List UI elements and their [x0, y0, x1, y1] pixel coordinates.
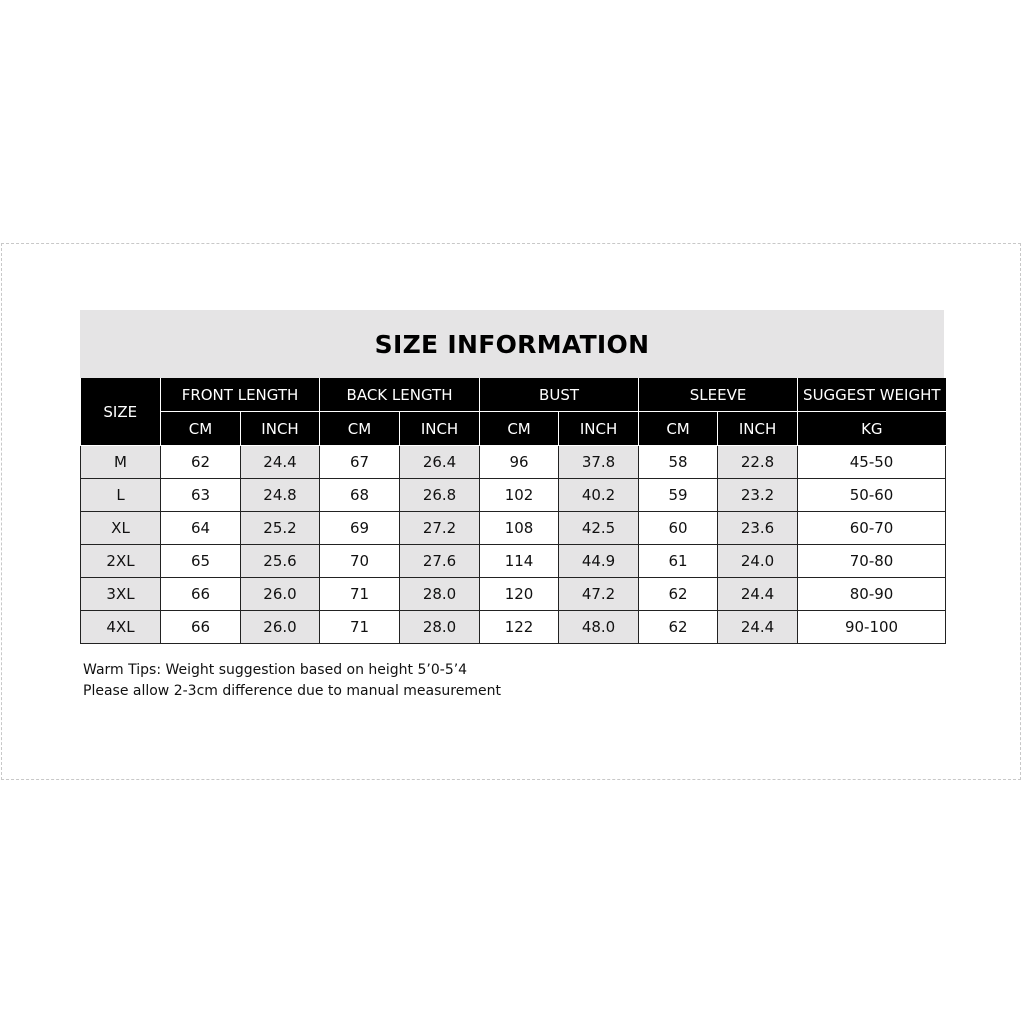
unit-header-inch: INCH: [241, 412, 320, 446]
table-row: [81, 545, 946, 578]
size-cell: L: [81, 479, 161, 512]
cm-cell: 67: [320, 446, 400, 479]
table-row: [81, 512, 946, 545]
inch-cell: 25.2: [241, 512, 320, 545]
suggest-weight-header: SUGGEST WEIGHT: [798, 378, 946, 412]
page-title: SIZE INFORMATION: [374, 329, 650, 359]
inch-cell: 47.2: [559, 578, 639, 611]
unit-header-inch: INCH: [559, 412, 639, 446]
inch-cell: 27.2: [400, 512, 480, 545]
unit-header-inch: INCH: [400, 412, 480, 446]
table-row: [81, 611, 946, 644]
inch-cell: 26.8: [400, 479, 480, 512]
size-cell: 4XL: [81, 611, 161, 644]
cm-cell: 114: [480, 545, 559, 578]
inch-cell: 44.9: [559, 545, 639, 578]
weight-cell: 80-90: [798, 578, 946, 611]
cm-cell: 66: [161, 611, 241, 644]
inch-cell: 24.4: [241, 446, 320, 479]
unit-header-kg: KG: [798, 412, 946, 446]
inch-cell: 24.0: [718, 545, 798, 578]
size-table-body: [81, 446, 946, 644]
inch-cell: 26.0: [241, 578, 320, 611]
weight-cell: 70-80: [798, 545, 946, 578]
size-cell: 3XL: [81, 578, 161, 611]
cm-cell: 61: [639, 545, 718, 578]
table-row: [81, 446, 946, 479]
back-length-header: BACK LENGTH: [320, 378, 480, 412]
cm-cell: 58: [639, 446, 718, 479]
unit-header-cm: CM: [639, 412, 718, 446]
inch-cell: 23.2: [718, 479, 798, 512]
inch-cell: 37.8: [559, 446, 639, 479]
inch-cell: 22.8: [718, 446, 798, 479]
unit-header-cm: CM: [480, 412, 559, 446]
notes: [83, 660, 501, 702]
weight-cell: 45-50: [798, 446, 946, 479]
cm-cell: 65: [161, 545, 241, 578]
cm-cell: 70: [320, 545, 400, 578]
warm-tips-note: Warm Tips: Weight suggestion based on height 5’0-5’4: [83, 662, 468, 678]
inch-cell: 24.4: [718, 611, 798, 644]
size-table: [80, 378, 946, 644]
cm-cell: 71: [320, 578, 400, 611]
size-cell: 2XL: [81, 545, 161, 578]
cm-cell: 120: [480, 578, 559, 611]
unit-header-inch: INCH: [718, 412, 798, 446]
inch-cell: 25.6: [241, 545, 320, 578]
cm-cell: 96: [480, 446, 559, 479]
measurement-note: Please allow 2-3cm difference due to manual measurement: [83, 683, 501, 699]
cm-cell: 69: [320, 512, 400, 545]
inch-cell: 40.2: [559, 479, 639, 512]
title-bar: [80, 310, 944, 378]
cm-cell: 59: [639, 479, 718, 512]
cm-cell: 64: [161, 512, 241, 545]
weight-cell: 50-60: [798, 479, 946, 512]
inch-cell: 23.6: [718, 512, 798, 545]
inch-cell: 27.6: [400, 545, 480, 578]
cm-cell: 62: [639, 578, 718, 611]
bust-header: BUST: [480, 378, 639, 412]
sleeve-header: SLEEVE: [639, 378, 798, 412]
cm-cell: 71: [320, 611, 400, 644]
cm-cell: 66: [161, 578, 241, 611]
inch-cell: 28.0: [400, 578, 480, 611]
size-header: SIZE: [81, 378, 161, 446]
unit-header-cm: CM: [320, 412, 400, 446]
cm-cell: 122: [480, 611, 559, 644]
weight-cell: 60-70: [798, 512, 946, 545]
cm-cell: 108: [480, 512, 559, 545]
cm-cell: 102: [480, 479, 559, 512]
cm-cell: 63: [161, 479, 241, 512]
size-cell: XL: [81, 512, 161, 545]
size-cell: M: [81, 446, 161, 479]
inch-cell: 24.8: [241, 479, 320, 512]
inch-cell: 28.0: [400, 611, 480, 644]
cm-cell: 62: [161, 446, 241, 479]
inch-cell: 48.0: [559, 611, 639, 644]
table-row: [81, 578, 946, 611]
table-row: [81, 479, 946, 512]
header-row-groups: [81, 378, 946, 412]
inch-cell: 42.5: [559, 512, 639, 545]
inch-cell: 24.4: [718, 578, 798, 611]
unit-header-cm: CM: [161, 412, 241, 446]
header-row-units: [81, 412, 946, 446]
cm-cell: 68: [320, 479, 400, 512]
weight-cell: 90-100: [798, 611, 946, 644]
cm-cell: 62: [639, 611, 718, 644]
inch-cell: 26.0: [241, 611, 320, 644]
cm-cell: 60: [639, 512, 718, 545]
front-length-header: FRONT LENGTH: [161, 378, 320, 412]
inch-cell: 26.4: [400, 446, 480, 479]
